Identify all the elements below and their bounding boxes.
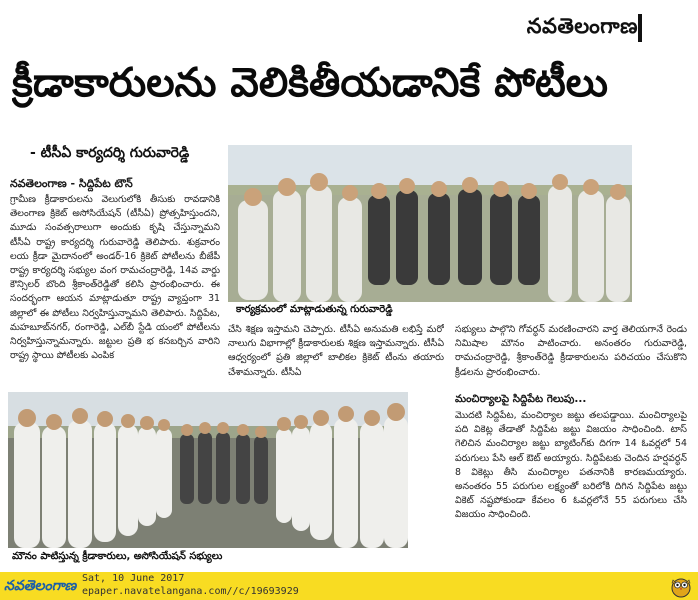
article-column-1-text: గ్రామీణ క్రీడాకారులను వెలుగులోకి తీసుకు రావడానికి తెలంగాణ క్రికెట్ అసోసియేషన్ (టీసీఏ) ప్రోత్సహిస్తుందని, మూడు సంవత్సరాలుగా అందుకు కృషి చేస్తున్నామని టీసీఏ రాష్ట్ర కార్యదర్శి గురువారెడ్డి తెలిపారు. శుక్రవారం లయ క్రీడా మైదానంలో అండర్-16 క్రికెట్ పోటీలను బీజేపీ రాష్ట్ర కార్యదర్శి సభ్యుల వంగ రామచంద్రారెడ్డి, 14వ వార్డు కౌన్సిలర్ బొంది శ్రీకాంత్‌రెడ్డితో కలిసి ప్రారంభించారు. ఈ సందర్భంగా ఆయన మాట్లాడుతూ రాష్ట్ర వ్యాప్తంగా 31 జిల్లాలో ఈ పోటీలు నిర్వహిస్తున్నామని తెలిపారు. సిద్దిపేట, మహబూబ్‌నగర్, రంగారెడ్డి, ఎల్‌బీ స్టేడి యంలో పోటీలను నిర్వహిస్తున్నామన్నారు. జట్టుల ప్రతి భ కనబర్చిన వారిని రాష్ట్ర స్థాయి పోటీలకు ఎంపిక bbox=[10, 194, 220, 362]
photo-speech-caption: కార్యక్రమంలో మాట్లాడుతున్న గురువారెడ్డి bbox=[236, 304, 393, 315]
article-byline: - టీసీఏ కార్యదర్శి గురువారెడ్డి bbox=[30, 145, 190, 161]
photo-silence bbox=[8, 392, 408, 548]
article-column-3a-text: సభ్యులు పాల్గొని గోవర్ధన్ మరణించారని వార్త తెలియగానే రెండు నిమిషాల మౌనం పాటించారు. అనంతరం గురువారెడ్డి, రామచంద్రారెడ్డి, శ్రీకాంత్‌రెడ్డి క్రీడాకారులను పరిచయం చేసుకొని క్రీడలను ప్రారంభించారు. bbox=[455, 324, 687, 378]
article-column-2 bbox=[228, 323, 444, 387]
article-column-3a bbox=[455, 323, 687, 389]
article-column-2-text: చేసి శిక్షణ ఇస్తామని చెప్పారు. టీసీఏ అనుమతి లభిస్తే మరో నాలుగు విభాగాల్లో క్రీడాకారులకు శిక్షణ ఇస్తామన్నారు. టీసీఏ ఆధ్వర్యంలో ప్రతి జిల్లాలో బాలికల క్రికెట్ టీంను తయారు చేశామన్నారు. టీసీఏ bbox=[228, 324, 444, 378]
article-column-1 bbox=[10, 193, 220, 385]
photo-silence-illustration bbox=[8, 392, 408, 548]
owl-icon bbox=[670, 574, 692, 598]
article-dateline: నవతెలంగాణ - సిద్దిపేట టౌన్ bbox=[10, 177, 133, 190]
photo-speech bbox=[228, 145, 632, 302]
photo-speech-illustration bbox=[228, 145, 632, 302]
article-headline: క్రీడాకారులను వెలికితీయడానికే పోటీలు bbox=[12, 60, 609, 106]
photo-silence-caption: మౌనం పాటిస్తున్న క్రీడాకారులు, అసోసియేషన్ సభ్యులు bbox=[12, 551, 223, 562]
article-column-3b bbox=[455, 409, 687, 565]
footer-date: Sat, 10 June 2017 bbox=[82, 573, 185, 584]
footer-bar bbox=[0, 572, 698, 600]
masthead-divider bbox=[638, 14, 642, 42]
article-subhead: మంచిర్యాలపై సిద్దిపేట గెలుపు... bbox=[455, 393, 587, 405]
masthead-title: నవతెలంగాణ bbox=[526, 14, 638, 38]
article-column-3b-text: మొదటి సిద్దిపేట, మంచిర్యాల జట్టు తలపడ్డాయి. మంచిర్యాలపై పది వికెట్ల తేడాతో సిద్దిపేట జట్టు విజయం సాధించింది. టాస్ గెలిచిన మంచిర్యాల జట్టు బ్యాటింగ్‌కు దిగగా 14 ఓవర్లలో 54 పరుగులు పేసి ఆల్ ఔట్ అయ్యారు. సిద్దిపేటకు చెందిన హర్షవర్ధన్ 8 వికెట్లు తీసి మంచిర్యాల పతనానికి కారణమయ్యారు. అనంతరం 55 పరుగుల లక్ష్యంతో బరిలోకి దిగిన సిద్దిపేట జట్టు వికెట్ నష్టపోకుండా కేవలం 6 ఓవర్లలోనే 55 పరుగులు చేసి విజయం సాధించింది. bbox=[455, 410, 687, 521]
footer-url[interactable]: epaper.navatelangana.com//c/19693929 bbox=[82, 586, 299, 597]
footer-logo: నవతెలంగాణ bbox=[4, 578, 77, 594]
